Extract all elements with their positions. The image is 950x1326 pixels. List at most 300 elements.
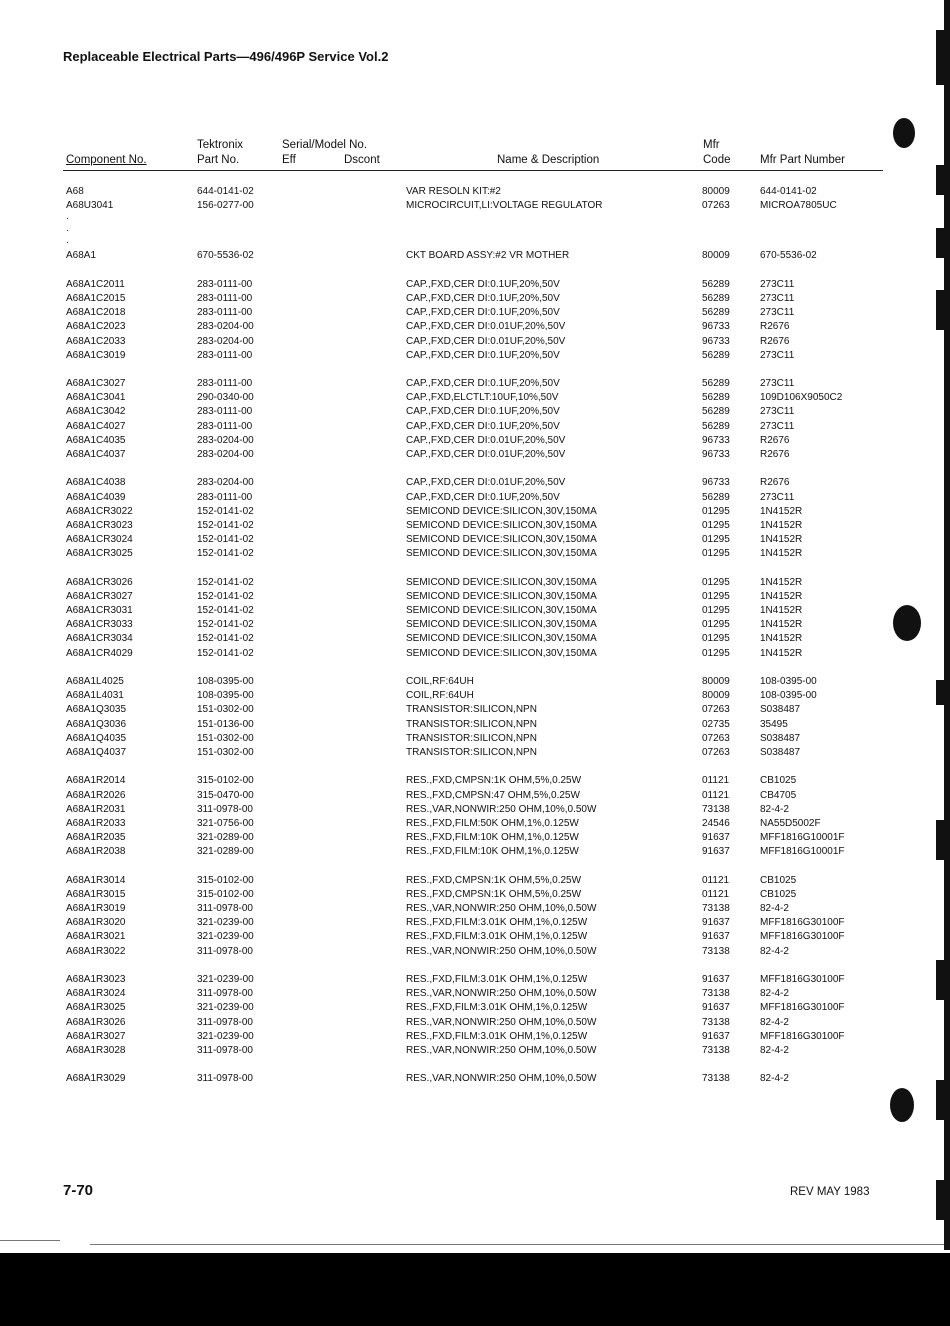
tektronix-part-no: 156-0277-00 (197, 200, 254, 212)
mfr-part-number: 1N4152R (760, 519, 803, 531)
col-mfr-part-number: Mfr Part Number (760, 154, 845, 166)
tektronix-part-no: 283-0204-00 (197, 477, 254, 489)
component-no: A68A1CR3023 (66, 519, 133, 531)
name-description: MICROCIRCUIT,LI:VOLTAGE REGULATOR (406, 200, 603, 212)
name-description: RES.,VAR,NONWIR:250 OHM,10%,0.50W (406, 988, 597, 1000)
col-code: Code (703, 154, 731, 166)
name-description: RES.,FXD,FILM:10K OHM,1%,0.125W (406, 846, 579, 858)
tektronix-part-no: 321-0289-00 (197, 846, 254, 858)
col-dscont: Dscont (344, 154, 380, 166)
table-row (0, 874, 950, 888)
tektronix-part-no: 311-0978-00 (197, 988, 253, 1000)
name-description: SEMICOND DEVICE:SILICON,30V,150MA (406, 548, 597, 560)
binding-tab (936, 820, 950, 860)
tektronix-part-no: 315-0470-00 (197, 789, 254, 801)
table-row (0, 1016, 950, 1030)
row-gap (0, 462, 950, 476)
mfr-code: 80009 (702, 690, 730, 702)
mfr-code: 56289 (702, 406, 730, 418)
component-no: A68A1CR3025 (66, 548, 133, 560)
mfr-code: 01295 (702, 605, 730, 617)
scan-artifact-line (0, 1240, 60, 1241)
binding-tab (936, 680, 950, 705)
component-no: A68A1CR3033 (66, 619, 133, 631)
tektronix-part-no: 152-0141-02 (197, 519, 254, 531)
table-row (0, 930, 950, 944)
table-row (0, 973, 950, 987)
mfr-part-number: 1N4152R (760, 619, 803, 631)
tektronix-part-no: 151-0302-00 (197, 732, 254, 744)
tektronix-part-no: 290-0340-00 (197, 392, 254, 404)
component-no: A68A1R2026 (66, 789, 126, 801)
name-description: SEMICOND DEVICE:SILICON,30V,150MA (406, 534, 597, 546)
mfr-part-number: 273C11 (760, 278, 795, 290)
mfr-part-number: 1N4152R (760, 548, 803, 560)
component-no: A68A1R2033 (66, 817, 126, 829)
mfr-code: 01295 (702, 534, 730, 546)
mfr-code: 96733 (702, 321, 730, 333)
mfr-code: 91637 (702, 846, 730, 858)
name-description: CAP.,FXD,CER DI:0.01UF,20%,50V (406, 434, 566, 446)
mfr-code: 01295 (702, 505, 730, 517)
tektronix-part-no: 321-0289-00 (197, 832, 254, 844)
tektronix-part-no: 311-0978-00 (197, 1016, 253, 1028)
row-gap (0, 959, 950, 973)
table-row (0, 789, 950, 803)
mfr-part-number: 273C11 (760, 491, 795, 503)
tektronix-part-no: 311-0978-00 (197, 1044, 253, 1056)
mfr-part-number: CB1025 (760, 775, 797, 787)
tektronix-part-no: 311-0978-00 (197, 1073, 253, 1085)
component-no: A68A1C2011 (66, 278, 125, 290)
table-row (0, 349, 950, 363)
table-row (0, 746, 950, 760)
mfr-part-number: 108-0395-00 (760, 690, 817, 702)
tektronix-part-no: 644-0141-02 (197, 186, 254, 197)
name-description: RES.,FXD,CMPSN:47 OHM,5%,0.25W (406, 789, 580, 801)
mfr-code: 01121 (702, 874, 730, 886)
mfr-code: 56289 (702, 392, 730, 404)
tektronix-part-no: 283-0204-00 (197, 321, 254, 333)
mfr-code: 73138 (702, 1073, 730, 1085)
name-description: TRANSISTOR:SILICON,NPN (406, 718, 537, 730)
mfr-code: 56289 (702, 491, 730, 503)
name-description: CAP.,FXD,CER DI:0.1UF,20%,50V (406, 307, 560, 319)
continuation-dot: · (66, 225, 70, 237)
row-gap (0, 1058, 950, 1072)
mfr-part-number: 1N4152R (760, 534, 803, 546)
name-description: SEMICOND DEVICE:SILICON,30V,150MA (406, 647, 597, 659)
table-row (0, 732, 950, 746)
tektronix-part-no: 108-0395-00 (197, 690, 254, 702)
mfr-code: 91637 (702, 832, 730, 844)
mfr-code: 96733 (702, 335, 730, 347)
tektronix-part-no: 321-0756-00 (197, 817, 254, 829)
name-description: CAP.,FXD,CER DI:0.01UF,20%,50V (406, 449, 566, 460)
name-description: CAP.,FXD,CER DI:0.01UF,20%,50V (406, 477, 566, 489)
mfr-part-number: 273C11 (760, 406, 795, 418)
tektronix-part-no: 108-0395-00 (197, 676, 254, 687)
table-row (0, 320, 950, 334)
table-row (0, 916, 950, 930)
continuation-dot: · (66, 213, 70, 225)
tektronix-part-no: 311-0978-00 (197, 945, 253, 957)
row-gap (0, 661, 950, 675)
component-no: A68U3041 (66, 200, 114, 212)
tektronix-part-no: 321-0239-00 (197, 1002, 254, 1014)
table-row (0, 448, 950, 462)
continuation-dot: · (66, 237, 70, 249)
revision-date: REV MAY 1983 (790, 1186, 870, 1198)
component-no: A68A1R3023 (66, 973, 126, 985)
component-no: A68A1R3015 (66, 888, 126, 900)
name-description: SEMICOND DEVICE:SILICON,30V,150MA (406, 619, 597, 631)
component-no: A68A1R2031 (66, 803, 126, 815)
mfr-code: 80009 (702, 676, 730, 687)
tektronix-part-no: 283-0204-00 (197, 449, 254, 460)
mfr-code: 91637 (702, 931, 730, 943)
component-no: A68A1C3041 (66, 392, 126, 404)
header-rule (63, 170, 883, 171)
binding-tab (936, 960, 950, 1000)
mfr-code: 56289 (702, 349, 730, 361)
mfr-part-number: R2676 (760, 449, 790, 460)
tektronix-part-no: 152-0141-02 (197, 633, 254, 645)
mfr-part-number: 1N4152R (760, 505, 803, 517)
mfr-part-number: CB1025 (760, 874, 797, 886)
table-row (0, 1044, 950, 1058)
mfr-part-number: CB4705 (760, 789, 797, 801)
mfr-part-number: 82-4-2 (760, 803, 789, 815)
name-description: CAP.,FXD,CER DI:0.1UF,20%,50V (406, 378, 560, 390)
mfr-part-number: 1N4152R (760, 605, 803, 617)
mfr-part-number: MFF1816G30100F (760, 931, 845, 943)
tektronix-part-no: 152-0141-02 (197, 605, 254, 617)
table-row (0, 647, 950, 661)
col-component-no: Component No. (66, 154, 147, 166)
table-row (0, 249, 950, 263)
table-row (0, 519, 950, 533)
component-no: A68A1CR3027 (66, 590, 133, 602)
name-description: CAP.,FXD,CER DI:0.1UF,20%,50V (406, 491, 560, 503)
tektronix-part-no: 283-0204-00 (197, 434, 254, 446)
table-row (0, 505, 950, 519)
page-title: Replaceable Electrical Parts—496/496P Service Vol.2 (63, 49, 389, 64)
mfr-part-number: MFF1816G30100F (760, 973, 845, 985)
mfr-part-number: 108-0395-00 (760, 676, 817, 687)
mfr-part-number: 1N4152R (760, 590, 803, 602)
name-description: SEMICOND DEVICE:SILICON,30V,150MA (406, 605, 597, 617)
mfr-code: 96733 (702, 477, 730, 489)
name-description: CAP.,FXD,CER DI:0.01UF,20%,50V (406, 321, 566, 333)
component-no: A68A1 (66, 250, 97, 262)
punch-hole-icon (890, 1088, 914, 1122)
mfr-code: 91637 (702, 1030, 730, 1042)
tektronix-part-no: 283-0111-00 (197, 406, 253, 418)
row-gap (0, 562, 950, 576)
mfr-part-number: 109D106X9050C2 (760, 392, 843, 404)
tektronix-part-no: 670-5536-02 (197, 250, 254, 262)
component-no: A68A1C3027 (66, 378, 126, 390)
tektronix-part-no: 152-0141-02 (197, 548, 254, 560)
tektronix-part-no: 283-0111-00 (197, 420, 253, 432)
table-row (0, 1072, 950, 1086)
component-no: A68A1Q3035 (66, 704, 127, 716)
table-row (0, 803, 950, 817)
table-row (0, 618, 950, 632)
component-no: A68A1R3027 (66, 1030, 126, 1042)
tektronix-part-no: 315-0102-00 (197, 888, 254, 900)
row-gap (0, 264, 950, 278)
col-mfr: Mfr (703, 139, 720, 151)
component-no: A68A1L4031 (66, 690, 124, 702)
tektronix-part-no: 321-0239-00 (197, 931, 254, 943)
component-no: A68A1C2018 (66, 307, 126, 319)
scan-artifact-line (90, 1244, 950, 1245)
table-row (0, 888, 950, 902)
table-row (0, 689, 950, 703)
mfr-part-number: R2676 (760, 335, 790, 347)
component-no: A68A1C2023 (66, 321, 126, 333)
name-description: RES.,FXD,CMPSN:1K OHM,5%,0.25W (406, 874, 582, 886)
mfr-code: 73138 (702, 803, 730, 815)
binding-tab (936, 1080, 950, 1120)
name-description: RES.,FXD,FILM:3.01K OHM,1%,0.125W (406, 1002, 588, 1014)
mfr-code: 01295 (702, 519, 730, 531)
component-no: A68A1CR3034 (66, 633, 133, 645)
mfr-part-number: 82-4-2 (760, 1073, 789, 1085)
binding-tab (936, 1180, 950, 1220)
table-row (0, 1030, 950, 1044)
tektronix-part-no: 151-0302-00 (197, 746, 254, 758)
name-description: CAP.,FXD,CER DI:0.1UF,20%,50V (406, 420, 560, 432)
mfr-code: 56289 (702, 307, 730, 319)
tektronix-part-no: 152-0141-02 (197, 590, 254, 602)
binding-tab (936, 228, 950, 258)
tektronix-part-no: 152-0141-02 (197, 534, 254, 546)
mfr-code: 96733 (702, 449, 730, 460)
mfr-part-number: 273C11 (760, 420, 795, 432)
name-description: COIL,RF:64UH (406, 690, 474, 702)
component-no: A68A1R3028 (66, 1044, 126, 1056)
mfr-part-number: S038487 (760, 746, 801, 758)
table-row (0, 306, 950, 320)
component-no: A68A1R3026 (66, 1016, 126, 1028)
component-no: A68A1CR4029 (66, 647, 133, 659)
mfr-part-number: R2676 (760, 434, 790, 446)
col-eff: Eff (282, 154, 296, 166)
parts-table (0, 185, 950, 1086)
mfr-code: 56289 (702, 420, 730, 432)
mfr-part-number: 1N4152R (760, 633, 803, 645)
mfr-code: 24546 (702, 817, 730, 829)
mfr-part-number: 82-4-2 (760, 903, 789, 914)
name-description: TRANSISTOR:SILICON,NPN (406, 746, 537, 758)
mfr-part-number: 273C11 (760, 349, 795, 361)
component-no: A68A1CR3031 (66, 605, 133, 617)
table-row (0, 1001, 950, 1015)
component-no: A68A1C4027 (66, 420, 126, 432)
table-row (0, 590, 950, 604)
table-row (0, 632, 950, 646)
mfr-part-number: R2676 (760, 321, 790, 333)
component-no: A68A1R3029 (66, 1073, 126, 1085)
component-no: A68A1R2014 (66, 775, 126, 787)
mfr-code: 73138 (702, 1016, 730, 1028)
name-description: RES.,FXD,CMPSN:1K OHM,5%,0.25W (406, 888, 582, 900)
tektronix-part-no: 151-0302-00 (197, 704, 254, 716)
table-row (0, 703, 950, 717)
component-no: A68A1C4035 (66, 434, 126, 446)
name-description: RES.,FXD,CMPSN:1K OHM,5%,0.25W (406, 775, 582, 787)
table-row (0, 604, 950, 618)
tektronix-part-no: 283-0111-00 (197, 307, 253, 319)
name-description: SEMICOND DEVICE:SILICON,30V,150MA (406, 519, 597, 531)
tektronix-part-no: 311-0978-00 (197, 903, 253, 914)
name-description: RES.,FXD,FILM:3.01K OHM,1%,0.125W (406, 973, 588, 985)
table-row (0, 533, 950, 547)
name-description: RES.,VAR,NONWIR:250 OHM,10%,0.50W (406, 1044, 597, 1056)
table-row (0, 405, 950, 419)
mfr-part-number: 1N4152R (760, 576, 803, 588)
mfr-code: 56289 (702, 278, 730, 290)
mfr-part-number: 82-4-2 (760, 1016, 789, 1028)
component-no: A68A1C4039 (66, 491, 126, 503)
col-name-description: Name & Description (497, 154, 600, 166)
component-no: A68A1CR3026 (66, 576, 133, 588)
col-serial-model: Serial/Model No. (282, 139, 368, 151)
mfr-code: 07263 (702, 200, 730, 212)
tektronix-part-no: 152-0141-02 (197, 576, 254, 588)
mfr-part-number: 82-4-2 (760, 988, 789, 1000)
table-row (0, 420, 950, 434)
mfr-code: 73138 (702, 988, 730, 1000)
component-no: A68A1C3019 (66, 349, 126, 361)
name-description: CAP.,FXD,CER DI:0.1UF,20%,50V (406, 406, 560, 418)
name-description: RES.,VAR,NONWIR:250 OHM,10%,0.50W (406, 945, 597, 957)
mfr-part-number: 644-0141-02 (760, 186, 817, 197)
name-description: RES.,FXD,FILM:50K OHM,1%,0.125W (406, 817, 579, 829)
mfr-part-number: 670-5536-02 (760, 250, 817, 262)
name-description: RES.,FXD,FILM:10K OHM,1%,0.125W (406, 832, 579, 844)
table-row (0, 434, 950, 448)
mfr-code: 80009 (702, 250, 730, 262)
tektronix-part-no: 315-0102-00 (197, 874, 254, 886)
mfr-code: 91637 (702, 1002, 730, 1014)
mfr-code: 01121 (702, 775, 730, 787)
component-no: A68A1CR3022 (66, 505, 133, 517)
mfr-part-number: CB1025 (760, 888, 797, 900)
component-no: A68A1C3042 (66, 406, 126, 418)
tektronix-part-no: 283-0111-00 (197, 278, 253, 290)
row-gap (0, 760, 950, 774)
mfr-part-number: MICROA7805UC (760, 200, 837, 212)
component-no: A68A1C4038 (66, 477, 126, 489)
mfr-code: 01295 (702, 647, 730, 659)
mfr-code: 80009 (702, 186, 730, 197)
table-row (0, 576, 950, 590)
name-description: SEMICOND DEVICE:SILICON,30V,150MA (406, 590, 597, 602)
table-row (0, 199, 950, 213)
mfr-code: 56289 (702, 378, 730, 390)
table-row (0, 377, 950, 391)
tektronix-part-no: 321-0239-00 (197, 917, 254, 929)
binding-tab (936, 30, 950, 85)
tektronix-part-no: 283-0111-00 (197, 349, 253, 361)
mfr-code: 07263 (702, 732, 730, 744)
table-row (0, 491, 950, 505)
name-description: RES.,FXD,FILM:3.01K OHM,1%,0.125W (406, 1030, 588, 1042)
mfr-part-number: NA55D5002F (760, 817, 821, 829)
name-description: RES.,FXD,FILM:3.01K OHM,1%,0.125W (406, 931, 588, 943)
mfr-part-number: 273C11 (760, 378, 795, 390)
component-no: A68 (66, 186, 84, 197)
mfr-code: 73138 (702, 1044, 730, 1056)
tektronix-part-no: 311-0978-00 (197, 803, 253, 815)
table-row (0, 987, 950, 1001)
table-row (0, 831, 950, 845)
component-no: A68A1L4025 (66, 676, 124, 687)
mfr-code: 01295 (702, 576, 730, 588)
table-row (0, 945, 950, 959)
mfr-part-number: MFF1816G30100F (760, 917, 845, 929)
component-no: A68A1R3019 (66, 903, 126, 914)
name-description: RES.,FXD,FILM:3.01K OHM,1%,0.125W (406, 917, 588, 929)
name-description: CAP.,FXD,CER DI:0.1UF,20%,50V (406, 349, 560, 361)
name-description: SEMICOND DEVICE:SILICON,30V,150MA (406, 633, 597, 645)
mfr-code: 01295 (702, 619, 730, 631)
mfr-code: 96733 (702, 434, 730, 446)
mfr-part-number: S038487 (760, 732, 801, 744)
col-part-no: Part No. (197, 154, 240, 166)
tektronix-part-no: 283-0111-00 (197, 292, 253, 304)
name-description: SEMICOND DEVICE:SILICON,30V,150MA (406, 576, 597, 588)
component-no: A68A1R2035 (66, 832, 126, 844)
component-no: A68A1C2033 (66, 335, 126, 347)
table-row (0, 391, 950, 405)
tektronix-part-no: 315-0102-00 (197, 775, 254, 787)
mfr-code: 73138 (702, 945, 730, 957)
tektronix-part-no: 283-0204-00 (197, 335, 254, 347)
name-description: RES.,VAR,NONWIR:250 OHM,10%,0.50W (406, 803, 597, 815)
mfr-part-number: 273C11 (760, 307, 795, 319)
component-no: A68A1R3024 (66, 988, 126, 1000)
tektronix-part-no: 321-0239-00 (197, 1030, 254, 1042)
mfr-part-number: 82-4-2 (760, 1044, 789, 1056)
page-number: 7-70 (63, 1182, 94, 1199)
name-description: RES.,VAR,NONWIR:250 OHM,10%,0.50W (406, 903, 597, 914)
name-description: TRANSISTOR:SILICON,NPN (406, 704, 537, 716)
component-no: A68A1R3025 (66, 1002, 126, 1014)
col-tektronix: Tektronix (197, 139, 244, 151)
name-description: CAP.,FXD,CER DI:0.1UF,20%,50V (406, 278, 560, 290)
mfr-code: 91637 (702, 973, 730, 985)
mfr-code: 01295 (702, 548, 730, 560)
table-row (0, 547, 950, 561)
binding-tab (936, 290, 950, 330)
mfr-code: 02735 (702, 718, 730, 730)
name-description: CAP.,FXD,CER DI:0.01UF,20%,50V (406, 335, 566, 347)
component-no: A68A1R3014 (66, 874, 126, 886)
row-gap (0, 363, 950, 377)
mfr-part-number: 273C11 (760, 292, 795, 304)
name-description: RES.,VAR,NONWIR:250 OHM,10%,0.50W (406, 1073, 597, 1085)
mfr-code: 73138 (702, 903, 730, 914)
table-row (0, 278, 950, 292)
component-no: A68A1Q4037 (66, 746, 127, 758)
row-gap (0, 859, 950, 873)
component-no: A68A1C4037 (66, 449, 126, 460)
